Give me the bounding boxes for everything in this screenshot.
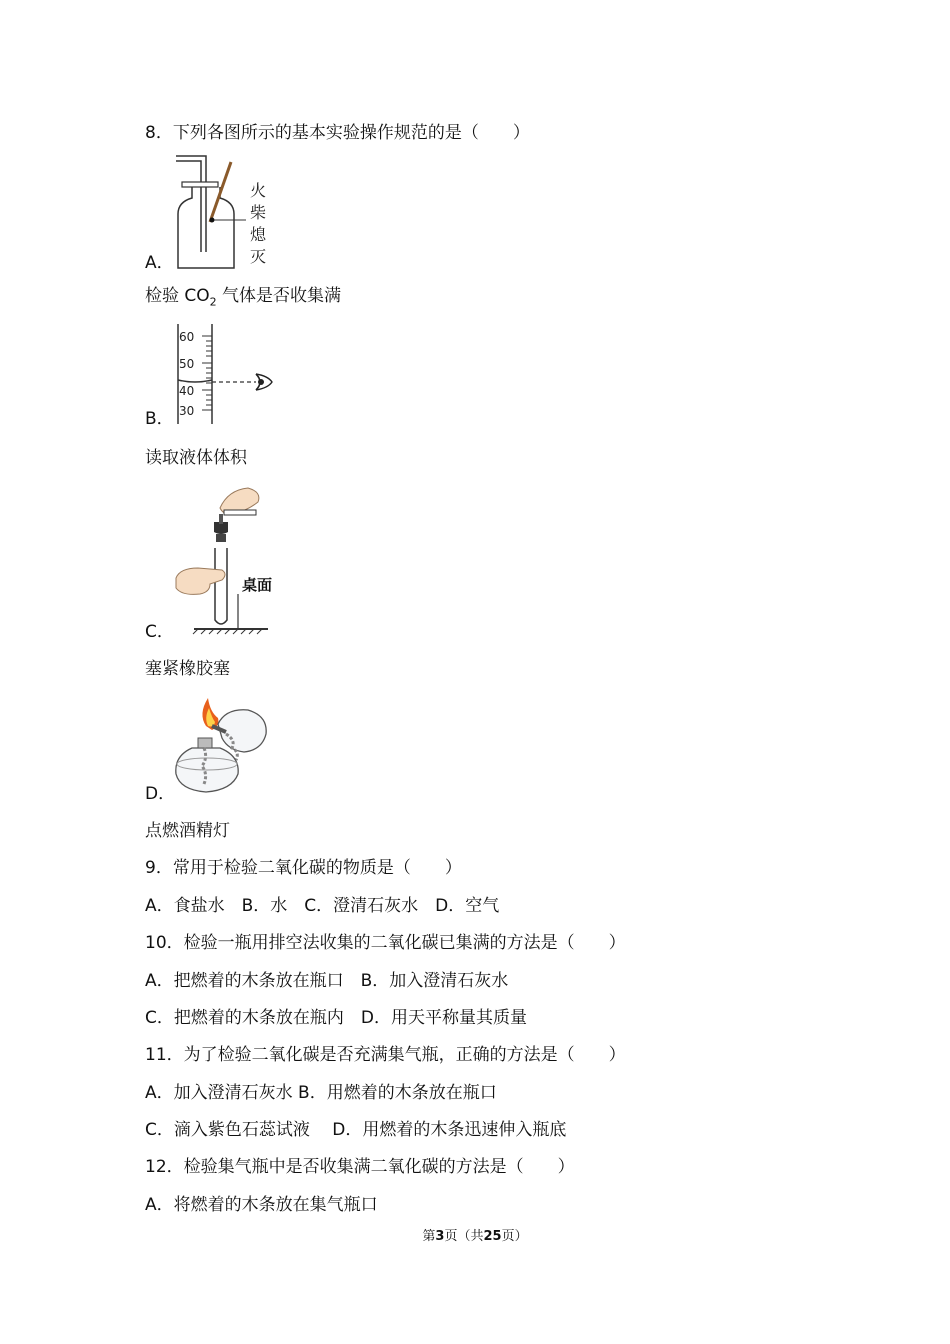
- q8-a-caption: 检验 $CO_2$ 气体是否收集满: [145, 286, 342, 309]
- q8-b-letter: B．: [145, 409, 174, 429]
- q8-b-caption: 读取液体体积: [145, 448, 247, 468]
- desk-label: 桌面: [242, 576, 273, 594]
- q9-options: A．食盐水 B．水 C．澄清石灰水 D．空气: [145, 896, 500, 916]
- q10-options-line1: A．把燃着的木条放在瓶口 B．加入澄清石灰水: [145, 971, 509, 991]
- fig-a-label-3: 熄: [250, 225, 267, 244]
- q8-stem: 8．下列各图所示的基本实验操作规范的是（ ）: [145, 123, 530, 143]
- q9-stem: 9．常用于检验二氧化碳的物质是（ ）: [145, 858, 462, 878]
- q8-figure-d: [170, 694, 275, 802]
- glass-plate: [182, 182, 218, 187]
- q12-options-line1: A．将燃着的木条放在集气瓶口: [145, 1195, 378, 1215]
- page-footer: 第3页（共25页）: [422, 1229, 528, 1244]
- meniscus: [178, 380, 212, 382]
- q8-figure-a: [168, 152, 278, 274]
- q8-d-letter: D．: [145, 784, 176, 804]
- q8-figure-c: [170, 484, 280, 636]
- match-stick: [210, 162, 231, 222]
- fig-a-label-4: 灭: [250, 247, 267, 266]
- q8-c-letter: C．: [145, 622, 174, 642]
- test-tube: [215, 548, 227, 624]
- page-total: 25: [483, 1229, 502, 1244]
- fig-a-label-1: 火: [250, 181, 267, 200]
- q8-d-caption: 点燃酒精灯: [145, 821, 230, 841]
- tick-label-60: 60: [179, 330, 195, 344]
- q8-figure-b: [168, 322, 278, 426]
- tick-label-30: 30: [179, 404, 195, 418]
- page-number: 3: [435, 1229, 445, 1244]
- q10-stem: 10．检验一瓶用排空法收集的二氧化碳已集满的方法是（ ）: [145, 933, 626, 953]
- q8-c-caption: 塞紧橡胶塞: [145, 659, 230, 679]
- eye-icon: [256, 374, 272, 390]
- q10-options-line2: C．把燃着的木条放在瓶内 D．用天平称量其质量: [145, 1008, 527, 1028]
- q12-stem: 12．检验集气瓶中是否收集满二氧化碳的方法是（ ）: [145, 1157, 575, 1177]
- tick-label-50: 50: [179, 357, 195, 371]
- q8-a-letter: A．: [145, 253, 174, 273]
- q11-options-line1: A．加入澄清石灰水 B．用燃着的木条放在瓶口: [145, 1083, 497, 1103]
- fig-a-label-2: 柴: [250, 203, 267, 222]
- q11-options-line2: C．滴入紫色石蕊试液 D．用燃着的木条迅速伸入瓶底: [145, 1120, 567, 1140]
- q11-stem: 11．为了检验二氧化碳是否充满集气瓶，正确的方法是（ ）: [145, 1045, 626, 1065]
- tick-label-40: 40: [179, 384, 195, 398]
